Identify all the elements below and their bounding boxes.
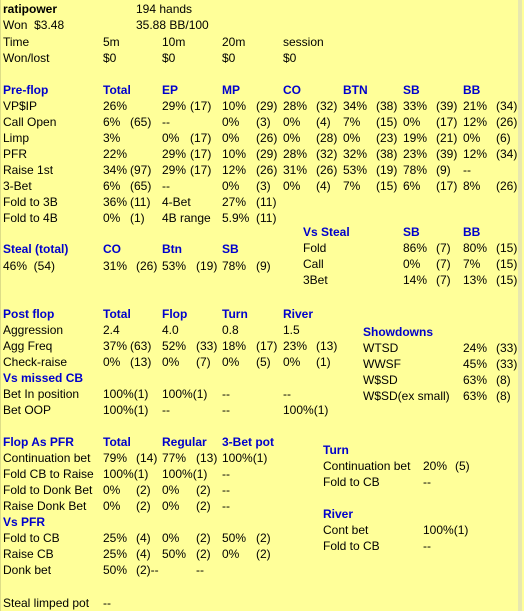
vs-steal-value: 86% [403, 241, 428, 255]
won-lost-label: Won/lost [3, 51, 50, 65]
flop-pfr-value: 100%(1) [222, 451, 268, 465]
preflop-stat-value: 10% [222, 99, 247, 113]
turn-section-title: Turn [323, 443, 349, 457]
preflop-stat-value: (17) [436, 179, 458, 193]
preflop-stat-label: Limp [3, 131, 30, 145]
flop-pfr-label: Fold to Donk Bet [3, 483, 93, 497]
won-lost-value: $0 [103, 51, 117, 65]
preflop-stat-value: 6% [103, 115, 121, 129]
preflop-stat-value: 10% [222, 147, 247, 161]
preflop-stat-label: VP$IP [3, 99, 38, 113]
vs-pfr-label: Donk bet [3, 563, 52, 577]
preflop-stat-value: 32% [343, 147, 368, 161]
flop-pfr-value: 77% [162, 451, 187, 465]
postflop-value: 0.8 [222, 323, 239, 337]
time-column-header: 20m [222, 35, 246, 49]
steal-value: (19) [196, 259, 218, 273]
vs-pfr-value: 50% [222, 531, 247, 545]
flop-pfr-value: (14) [136, 451, 158, 465]
preflop-column-header: MP [222, 83, 240, 97]
postflop-column-header: Flop [162, 307, 188, 321]
vs-pfr-value: 0% [222, 547, 240, 561]
preflop-stat-value: 26% [103, 99, 128, 113]
vs-steal-label: Call [303, 257, 324, 271]
time-column-header: 5m [103, 35, 120, 49]
vs-pfr-value: 25% [103, 547, 128, 561]
flop-pfr-label: Continuation bet [3, 451, 91, 465]
preflop-stat-value: (11) [256, 195, 277, 209]
postflop-section-title: Post flop [3, 307, 55, 321]
preflop-stat-value: (21) [436, 131, 458, 145]
steal-value: (26) [136, 259, 158, 273]
preflop-stat-value: -- [162, 179, 170, 193]
vs-pfr-value: (2)-- [136, 563, 159, 577]
postflop-value: 0% [222, 355, 240, 369]
vs-pfr-value: (2) [256, 531, 271, 545]
vs-pfr-label: Raise CB [3, 547, 54, 561]
preflop-stat-value: 29% [162, 147, 187, 161]
vs-steal-value: (7) [436, 257, 451, 271]
showdown-label: W$SD [363, 373, 398, 387]
postflop-value: (13) [130, 355, 152, 369]
preflop-stat-value: (17) [190, 163, 212, 177]
preflop-stat-value: (3) [256, 179, 271, 193]
flop-pfr-label: Raise Donk Bet [3, 499, 87, 513]
preflop-stat-value: 28% [283, 99, 308, 113]
vs-steal-value: 13% [463, 273, 488, 287]
preflop-stat-value: 8% [463, 179, 481, 193]
river-label: Fold to CB [323, 539, 380, 553]
preflop-stat-value: 0% [222, 131, 240, 145]
preflop-stat-value: 6% [103, 179, 121, 193]
preflop-stat-value: (17) [190, 131, 212, 145]
preflop-column-header: BB [463, 83, 481, 97]
flop-pfr-value: (2) [136, 483, 151, 497]
preflop-stat-label: Fold to 4B [3, 211, 58, 225]
steal-value: 53% [162, 259, 187, 273]
vs-pfr-value: (2) [256, 547, 271, 561]
steal-column-header: SB [222, 242, 239, 256]
postflop-value: 37% [103, 339, 128, 353]
preflop-stat-value: (26) [256, 131, 278, 145]
preflop-column-header: BTN [343, 83, 368, 97]
preflop-stat-value: (26) [496, 115, 518, 129]
showdown-value: 45% [463, 357, 488, 371]
won-lost-value: $0 [283, 51, 297, 65]
postflop-value: (1) [316, 355, 331, 369]
showdown-label: WTSD [363, 341, 399, 355]
vs-steal-value: 0% [403, 257, 421, 271]
vs-steal-label: Fold [303, 241, 327, 255]
turn-value: 20% [423, 459, 448, 473]
river-value: 100%(1) [423, 523, 469, 537]
preflop-stat-value: (32) [316, 99, 338, 113]
preflop-stat-label: Call Open [3, 115, 57, 129]
steal-column-header: Btn [162, 242, 182, 256]
vs-steal-label: 3Bet [303, 273, 328, 287]
preflop-stat-value: (4) [316, 179, 331, 193]
preflop-stat-value: -- [162, 115, 170, 129]
preflop-stat-value: 29% [162, 163, 187, 177]
preflop-stat-value: 4-Bet [162, 195, 191, 209]
preflop-stat-value: (32) [316, 147, 338, 161]
postflop-value: 0% [162, 355, 180, 369]
vs-steal-value: 80% [463, 241, 488, 255]
showdown-value: (33) [496, 357, 518, 371]
steal-limped-label: Steal limped pot [3, 596, 90, 610]
bb-per-100: 35.88 BB/100 [136, 18, 209, 32]
vs-missed-cb-value: -- [283, 387, 291, 401]
turn-label: Fold to CB [323, 475, 380, 489]
preflop-stat-value: 0% [103, 211, 121, 225]
postflop-value: (7) [196, 355, 211, 369]
won-amount: Won $3.48 [3, 18, 65, 32]
turn-label: Continuation bet [323, 459, 411, 473]
flop-pfr-value: 100%(1) [162, 467, 208, 481]
preflop-section-title: Pre-flop [3, 83, 49, 97]
flop-pfr-section-title: Flop As PFR [3, 435, 74, 449]
vs-missed-cb-section-title: Vs missed CB [3, 371, 84, 385]
preflop-stat-value: 0% [283, 179, 301, 193]
showdowns-section-title: Showdowns [363, 325, 433, 339]
preflop-column-header: SB [403, 83, 420, 97]
preflop-stat-value: 0% [222, 115, 240, 129]
preflop-stat-value: 0% [162, 131, 180, 145]
vs-missed-cb-value: -- [222, 387, 230, 401]
steal-total-value: 46% (54) [3, 259, 56, 273]
steal-value: 78% [222, 259, 247, 273]
flop-pfr-value: (2) [196, 499, 211, 513]
preflop-stat-value: (11) [256, 211, 277, 225]
preflop-stat-value: 3% [103, 131, 121, 145]
vs-pfr-value: 50% [162, 547, 187, 561]
preflop-stat-value: 36% [103, 195, 128, 209]
preflop-stat-value: 0% [283, 131, 301, 145]
hands-count: 194 hands [136, 2, 193, 16]
preflop-stat-value: (38) [376, 147, 398, 161]
showdown-value: 24% [463, 341, 488, 355]
vs-missed-cb-value: 100%(1) [283, 403, 329, 417]
flop-pfr-value: (2) [136, 499, 151, 513]
preflop-stat-value: (34) [496, 147, 518, 161]
vs-steal-column-header: BB [463, 225, 481, 239]
steal-limped-value: -- [103, 596, 111, 610]
showdown-label: W$SD(ex small) [363, 389, 450, 403]
preflop-stat-value: (65) [130, 115, 152, 129]
vs-steal-value: 14% [403, 273, 428, 287]
preflop-stat-value: 0% [222, 179, 240, 193]
preflop-stat-value: (39) [436, 147, 458, 161]
flop-pfr-value: 0% [162, 483, 180, 497]
preflop-stat-value: 0% [403, 115, 421, 129]
showdown-value: (8) [496, 373, 511, 387]
preflop-stat-value: (17) [190, 99, 212, 113]
preflop-stat-value: 22% [103, 147, 128, 161]
preflop-stat-value: 0% [463, 131, 481, 145]
preflop-stat-value: (23) [376, 131, 398, 145]
preflop-stat-value: (15) [376, 115, 398, 129]
showdown-value: 63% [463, 373, 488, 387]
preflop-stat-value: 5.9% [222, 211, 250, 225]
showdown-value: (33) [496, 341, 518, 355]
preflop-stat-value: 31% [283, 163, 308, 177]
preflop-stat-value: (26) [256, 163, 278, 177]
preflop-stat-value: 53% [343, 163, 368, 177]
flop-pfr-value: (2) [196, 483, 211, 497]
postflop-column-header: Total [103, 307, 131, 321]
preflop-stat-value: (11) [130, 195, 151, 209]
preflop-stat-value: 0% [343, 131, 361, 145]
flop-pfr-value: -- [222, 483, 230, 497]
flop-pfr-value: 100%(1) [103, 467, 149, 481]
vs-missed-cb-value: -- [222, 403, 230, 417]
vs-steal-section-title: Vs Steal [303, 225, 350, 239]
preflop-stat-value: (29) [256, 99, 278, 113]
preflop-column-header: EP [162, 83, 179, 97]
vs-missed-cb-label: Bet In position [3, 387, 80, 401]
vs-pfr-value: 25% [103, 531, 128, 545]
preflop-stat-value: (34) [496, 99, 518, 113]
preflop-stat-value: 7% [343, 179, 361, 193]
vs-pfr-value: -- [196, 563, 204, 577]
river-section-title: River [323, 507, 354, 521]
preflop-stat-label: 3-Bet [3, 179, 32, 193]
flop-pfr-value: -- [222, 499, 230, 513]
vs-pfr-value: (4) [136, 531, 151, 545]
river-label: Cont bet [323, 523, 369, 537]
vs-missed-cb-value: 100%(1) [103, 387, 149, 401]
preflop-stat-value: (17) [436, 115, 458, 129]
preflop-stat-value: (3) [256, 115, 271, 129]
preflop-stat-value: (28) [316, 131, 338, 145]
preflop-stat-value: 12% [463, 147, 488, 161]
preflop-stat-value: 7% [343, 115, 361, 129]
flop-pfr-column-header: 3-Bet pot [222, 435, 274, 449]
preflop-stat-value: (39) [436, 99, 458, 113]
steal-value: 31% [103, 259, 128, 273]
preflop-stat-label: PFR [3, 147, 27, 161]
preflop-stat-label: Fold to 3B [3, 195, 58, 209]
preflop-stat-value: -- [463, 163, 471, 177]
preflop-stat-value: 19% [403, 131, 428, 145]
vs-pfr-label: Fold to CB [3, 531, 60, 545]
vs-pfr-section-title: Vs PFR [3, 515, 46, 529]
postflop-value: 0% [103, 355, 121, 369]
postflop-value: (17) [256, 339, 278, 353]
vs-steal-column-header: SB [403, 225, 420, 239]
preflop-column-header: Total [103, 83, 131, 97]
vs-steal-value: (7) [436, 273, 451, 287]
vs-pfr-value: 50% [103, 563, 128, 577]
preflop-stat-value: 12% [222, 163, 247, 177]
postflop-value: 0% [283, 355, 301, 369]
preflop-stat-value: (19) [376, 163, 398, 177]
postflop-value: (13) [316, 339, 338, 353]
preflop-stat-value: (1) [130, 211, 145, 225]
preflop-stat-value: (9) [436, 163, 451, 177]
preflop-stat-value: 0% [283, 115, 301, 129]
preflop-stat-value: 34% [343, 99, 368, 113]
turn-value: -- [423, 475, 431, 489]
vs-pfr-value: (2) [196, 531, 211, 545]
preflop-stat-value: (6) [496, 131, 511, 145]
preflop-stat-value: 34% [103, 163, 128, 177]
preflop-stat-value: (17) [190, 147, 212, 161]
preflop-stat-value: 28% [283, 147, 308, 161]
player-name: ratipower [3, 2, 58, 16]
flop-pfr-value: (13) [196, 451, 218, 465]
postflop-value: (33) [196, 339, 218, 353]
preflop-stat-value: 27% [222, 195, 247, 209]
vs-missed-cb-value: 100%(1) [162, 387, 208, 401]
postflop-value: 52% [162, 339, 187, 353]
preflop-stat-value: 78% [403, 163, 428, 177]
postflop-column-header: River [283, 307, 314, 321]
vs-steal-value: (7) [436, 241, 451, 255]
postflop-label: Check-raise [3, 355, 68, 369]
showdown-label: WWSF [363, 357, 401, 371]
flop-pfr-label: Fold CB to Raise [3, 467, 94, 481]
preflop-stat-value: (26) [316, 163, 338, 177]
preflop-stat-value: (65) [130, 179, 152, 193]
flop-pfr-column-header: Total [103, 435, 131, 449]
flop-pfr-value: 0% [103, 499, 121, 513]
vs-steal-value: 7% [463, 257, 481, 271]
vs-missed-cb-value: 100%(1) [103, 403, 149, 417]
preflop-column-header: CO [283, 83, 301, 97]
postflop-value: 23% [283, 339, 308, 353]
postflop-value: (5) [256, 355, 271, 369]
preflop-stat-value: 12% [463, 115, 488, 129]
flop-pfr-value: 79% [103, 451, 128, 465]
preflop-stat-value: (4) [316, 115, 331, 129]
vs-missed-cb-label: Bet OOP [3, 403, 52, 417]
postflop-value: 2.4 [103, 323, 120, 337]
preflop-stat-value: 29% [162, 99, 187, 113]
postflop-value: (63) [130, 339, 152, 353]
turn-value: (5) [455, 459, 470, 473]
steal-value: (9) [256, 259, 271, 273]
won-lost-value: $0 [222, 51, 236, 65]
vs-pfr-value: (2) [196, 547, 211, 561]
preflop-stat-value: (29) [256, 147, 278, 161]
showdown-value: (8) [496, 389, 511, 403]
flop-pfr-value: 0% [103, 483, 121, 497]
postflop-label: Aggression [3, 323, 64, 337]
vs-steal-value: (15) [496, 273, 518, 287]
river-value: -- [423, 539, 431, 553]
preflop-stat-value: 4B range [162, 211, 211, 225]
preflop-stat-value: 21% [463, 99, 488, 113]
won-lost-value: $0 [162, 51, 176, 65]
steal-section-title: Steal (total) [3, 242, 69, 256]
vs-steal-value: (15) [496, 257, 518, 271]
preflop-stat-value: (38) [376, 99, 398, 113]
time-label: Time [3, 35, 30, 49]
preflop-stat-value: 6% [403, 179, 421, 193]
preflop-stat-value: 33% [403, 99, 428, 113]
preflop-stat-value: (26) [496, 179, 518, 193]
postflop-value: 1.5 [283, 323, 300, 337]
preflop-stat-value: (97) [130, 163, 152, 177]
vs-missed-cb-value: -- [162, 403, 170, 417]
postflop-column-header: Turn [222, 307, 248, 321]
preflop-stat-value: (15) [376, 179, 398, 193]
flop-pfr-value: -- [222, 467, 230, 481]
postflop-label: Agg Freq [3, 339, 53, 353]
postflop-value: 4.0 [162, 323, 179, 337]
preflop-stat-value: 23% [403, 147, 428, 161]
vs-steal-value: (15) [496, 241, 518, 255]
time-column-header: 10m [162, 35, 186, 49]
flop-pfr-column-header: Regular [162, 435, 207, 449]
postflop-value: 18% [222, 339, 247, 353]
flop-pfr-value: 0% [162, 499, 180, 513]
steal-column-header: CO [103, 242, 121, 256]
time-column-header: session [283, 35, 324, 49]
showdown-value: 63% [463, 389, 488, 403]
vs-pfr-value: (4) [136, 547, 151, 561]
preflop-stat-label: Raise 1st [3, 163, 54, 177]
vs-pfr-value: 0% [162, 531, 180, 545]
